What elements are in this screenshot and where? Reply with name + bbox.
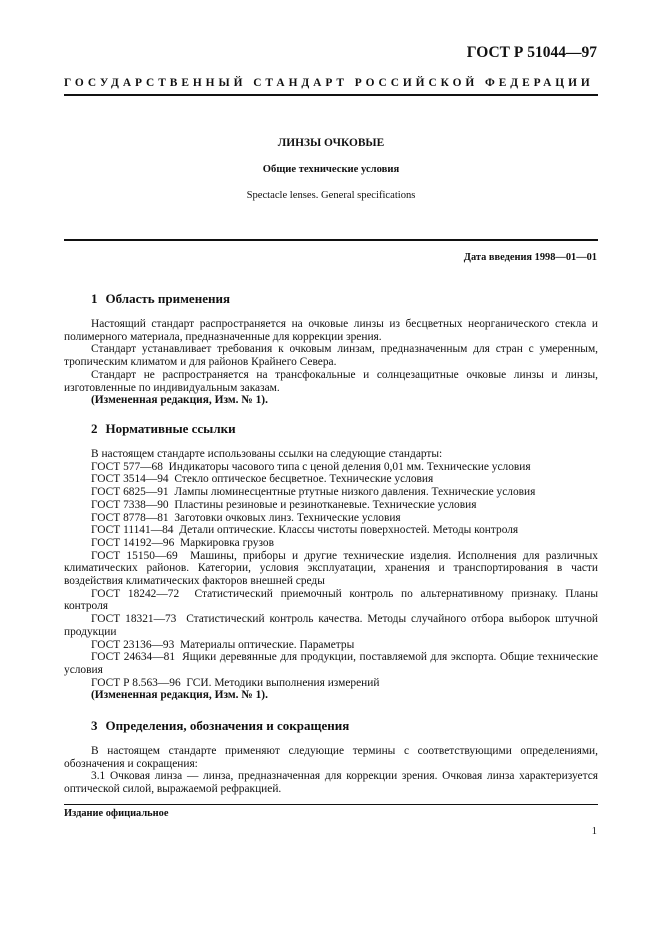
reference-title: Индикаторы часового типа с ценой деления 0,01 мм. Технические условия [168,460,531,473]
reference-code: ГОСТ 23136—93 [91,638,175,651]
reference-item [64,651,598,676]
reference-title: Маркировка грузов [180,536,274,549]
reference-item [64,512,598,525]
page-number: 1 [591,826,597,837]
reference-item [64,461,598,474]
section-title: Нормативные ссылки [105,421,236,436]
reference-title: Детали оптические. Классы чистоты поверхностей. Методы контроля [179,524,519,537]
reference-item [64,639,598,652]
reference-title: Лампы люминесцентные ртутные низкого давления. Технические условия [174,486,536,499]
state-standard-header: ГОСУДАРСТВЕННЫЙ СТАНДАРТ РОССИЙСКОЙ ФЕДЕРАЦИИ [64,77,594,89]
reference-code: ГОСТ 24634—81 [91,651,176,664]
section-title: Область применения [105,291,230,306]
reference-title: Материалы оптические. Параметры [180,638,355,651]
reference-code: ГОСТ 14192—96 [91,536,175,549]
reference-code: ГОСТ 11141—84 [91,524,174,537]
reference-code: ГОСТ Р 8.563—96 [91,676,181,689]
reference-item [64,486,598,499]
paragraph: Стандарт не распространяется на трансфокальные и солнцезащитные очковые линзы и линзы, изготовленные по индивидуальным заказам. [64,368,598,394]
reference-title: Статистический контроль качества. Методы случайного отбора выборок штучной продукции [64,613,599,638]
section-number: 3 [91,718,98,733]
section-title: Определения, обозначения и сокращения [105,718,350,733]
paragraph: Настоящий стандарт распространяется на очковые линзы из бесцветных неорганического стекла и полимерного материала, предназначенные для коррекции зрения. [64,318,598,343]
section-2-heading [91,421,236,437]
reference-title: Стекло оптическое бесцветное. Технические условия [174,473,434,486]
footer-divider [64,804,598,805]
reference-code: ГОСТ 8778—81 [91,511,169,524]
reference-code: ГОСТ 6825—91 [91,486,169,499]
reference-title: Машины, приборы и другие технические изделия. Исполнения для различных климатических районов. Категории, условия эксплуатации, хранения и транспортирования в части воздействия климатических факторов внешней среды [64,549,598,588]
official-edition-label: Издание официальное [64,808,169,819]
reference-item [64,499,598,512]
section-2-body [64,448,598,702]
section-3-body [64,745,598,796]
reference-code: ГОСТ 18242—72 [91,587,180,600]
reference-item [64,550,598,588]
section-3-heading [91,718,349,734]
reference-item [64,613,598,638]
reference-code: ГОСТ 18321—73 [91,613,177,626]
definition-paragraph: 3.1 Очковая линза — линза, предназначенная для коррекции зрения. Очковая линза характеризуется оптической силой, выражаемой рефракцией. [64,770,598,796]
reference-title: Ящики деревянные для продукции, поставляемой для экспорта. Общие технические условия [64,651,599,676]
reference-item [64,677,598,690]
section-number: 1 [91,291,98,306]
reference-code: ГОСТ 7338—90 [91,498,169,511]
amendment-note: (Измененная редакция, Изм. № 1). [91,394,268,407]
section-1-body [64,318,598,407]
section-number: 2 [91,421,98,436]
reference-title: Заготовки очковых линз. Технические условия [174,511,401,524]
document-subtitle: Общие технические условия [262,164,400,175]
reference-title: Пластины резиновые и резинотканевые. Технические условия [174,498,477,511]
title-divider [64,239,598,241]
reference-item [64,588,598,613]
reference-code: ГОСТ 15150—69 [91,549,178,562]
header-divider [64,94,598,96]
reference-title: Статистический приемочный контроль по альтернативному признаку. Планы контроля [64,587,598,613]
section-1-heading [91,291,230,307]
document-code: ГОСТ Р 51044—97 [466,44,597,61]
paragraph: В настоящем стандарте применяют следующие термины с соответствующими определениями, обозначения и сокращения: [64,745,598,770]
paragraph: Стандарт устанавливает требования к очковым линзам, предназначенным для стран с умеренным, тропическим климатом и для районов Крайнего Севера. [64,343,598,369]
reference-item [64,537,598,550]
paragraph: В настоящем стандарте использованы ссылки на следующие стандарты: [91,448,443,460]
amendment-note: (Измененная редакция, Изм. № 1). [91,689,268,702]
reference-item [64,524,598,537]
reference-code: ГОСТ 3514—94 [91,473,169,486]
reference-title: ГСИ. Методики выполнения измерений [186,676,380,689]
reference-code: ГОСТ 577—68 [91,460,163,473]
english-title: Spectacle lenses. General specifications [246,190,416,201]
introduction-date: Дата введения 1998—01—01 [463,252,597,263]
reference-item [64,473,598,486]
document-title: ЛИНЗЫ ОЧКОВЫЕ [277,137,385,149]
